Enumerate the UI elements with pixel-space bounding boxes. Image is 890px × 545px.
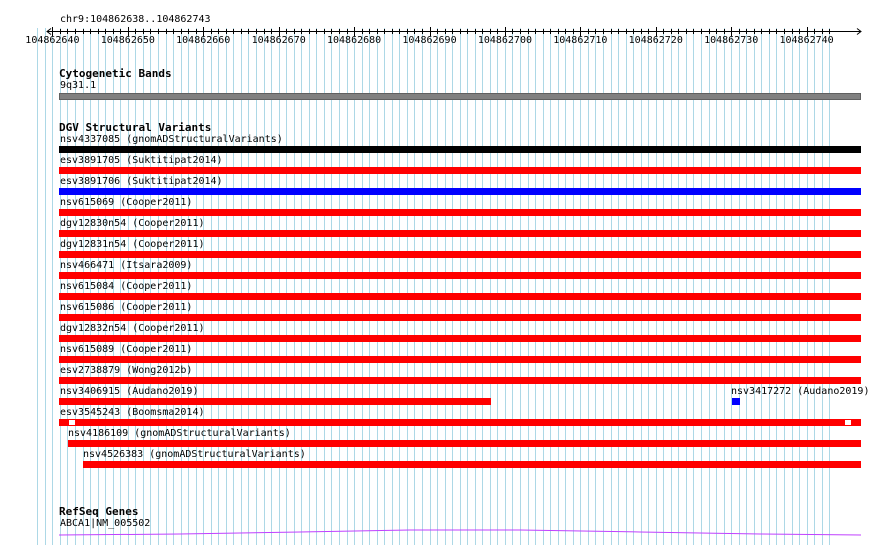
feature-bar-esv3891706[interactable] [59, 188, 861, 195]
feature-label-nsv4186109: nsv4186109 (gnomADStructuralVariants) [68, 428, 291, 439]
feature-label-nsv615086: nsv615086 (Cooper2011) [60, 302, 193, 313]
feature-bar-dgv12830n54[interactable] [59, 230, 861, 237]
feature-label-nsv3406915: nsv3406915 (Audano2019) [60, 386, 199, 397]
feature-bar-nsv615084[interactable] [59, 293, 861, 300]
feature-label-esv3545243: esv3545243 (Boomsma2014) [60, 407, 205, 418]
feature-label-nsv466471: nsv466471 (Itsara2009) [60, 260, 193, 271]
ruler-tick-label: 104862660 [176, 35, 231, 46]
ruler-tick-label: 104862700 [477, 35, 532, 46]
cytoband-track-title[interactable]: Cytogenetic Bands [59, 67, 172, 80]
feature-label-esv2738879: esv2738879 (Wong2012b) [60, 365, 193, 376]
ruler-tick-label: 104862640 [25, 35, 80, 46]
location-label: chr9:104862638..104862743 [60, 14, 211, 25]
feature-label-dgv12830n54: dgv12830n54 (Cooper2011) [60, 218, 205, 229]
feature-label-nsv615069: nsv615069 (Cooper2011) [60, 197, 193, 208]
feature-bar-nsv3417272[interactable] [732, 398, 740, 405]
feature-bar-dgv12831n54[interactable] [59, 251, 861, 258]
feature-label-nsv3417272: nsv3417272 (Audano2019) [731, 386, 870, 397]
cytoband-bar[interactable] [59, 93, 861, 100]
ruler-tick-label: 104862710 [553, 35, 608, 46]
feature-label-nsv4526383: nsv4526383 (gnomADStructuralVariants) [83, 449, 306, 460]
feature-label-nsv615089: nsv615089 (Cooper2011) [60, 344, 193, 355]
feature-bar-nsv615089[interactable] [59, 356, 861, 363]
feature-label-dgv12831n54: dgv12831n54 (Cooper2011) [60, 239, 205, 250]
feature-bar-nsv466471[interactable] [59, 272, 861, 279]
feature-gap-left [69, 420, 75, 425]
refseq-track-title[interactable]: RefSeq Genes [59, 505, 139, 518]
ruler-tick-label: 104862730 [704, 35, 759, 46]
feature-gap-right [845, 420, 851, 425]
feature-bar-nsv4337085[interactable] [59, 146, 861, 153]
ruler-tick-label: 104862740 [779, 35, 834, 46]
feature-bar-nsv3406915[interactable] [59, 398, 491, 405]
cytoband-label: 9q31.1 [60, 80, 97, 91]
ruler-tick-label: 104862650 [100, 35, 155, 46]
feature-bar-esv2738879[interactable] [59, 377, 861, 384]
ruler-tick-label: 104862680 [326, 35, 382, 46]
refseq-gene-label: ABCA1|NM_005502 [60, 518, 151, 529]
feature-bar-esv3891705[interactable] [59, 167, 861, 174]
ruler-tick-label: 104862690 [402, 35, 457, 46]
feature-label-esv3891706: esv3891706 (Suktitipat2014) [60, 176, 223, 187]
ruler-tick-label: 104862670 [251, 35, 306, 46]
feature-label-nsv615084: nsv615084 (Cooper2011) [60, 281, 193, 292]
feature-bar-dgv12832n54[interactable] [59, 335, 861, 342]
feature-bar-nsv615069[interactable] [59, 209, 861, 216]
feature-bar-esv3545243[interactable] [59, 419, 861, 426]
feature-label-dgv12832n54: dgv12832n54 (Cooper2011) [60, 323, 205, 334]
dgv-track-title[interactable]: DGV Structural Variants [59, 121, 212, 134]
feature-bar-nsv4526383[interactable] [83, 461, 861, 468]
feature-label-nsv4337085: nsv4337085 (gnomADStructuralVariants) [60, 134, 283, 145]
feature-bar-nsv615086[interactable] [59, 314, 861, 321]
feature-label-esv3891705: esv3891705 (Suktitipat2014) [60, 155, 223, 166]
feature-bar-nsv4186109[interactable] [68, 440, 861, 447]
ruler-tick-label: 104862720 [628, 35, 683, 46]
